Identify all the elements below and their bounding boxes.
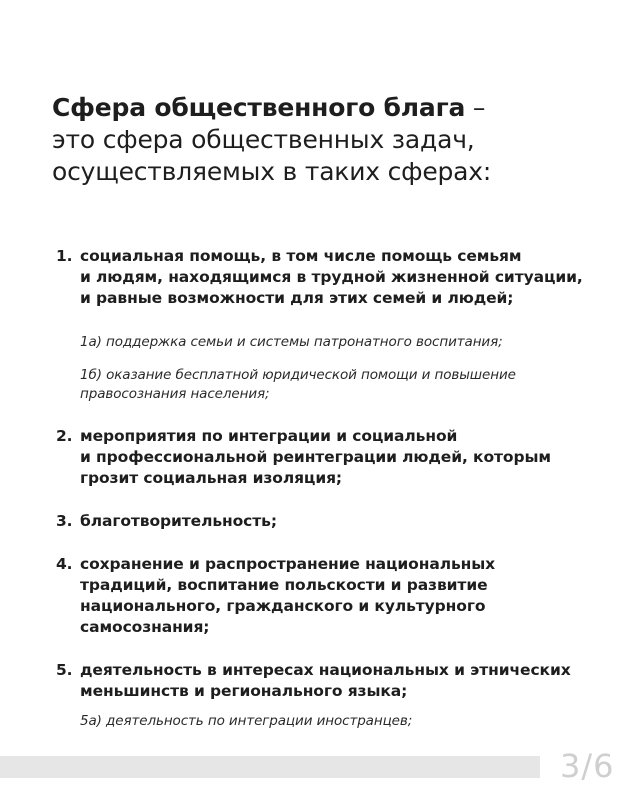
list-item-number: 3. xyxy=(56,512,73,530)
list-item-text-line: и равные возможности для этих семей и людей; xyxy=(80,289,514,307)
list-item-text-line: грозит социальная изоляция; xyxy=(80,469,343,487)
page-heading xyxy=(52,92,612,188)
sub-item-text-line: 5а) деятельность по интеграции иностранцев; xyxy=(80,713,413,729)
list-item-text-line: социальная помощь, в том числе помощь семьям xyxy=(80,247,522,265)
list-item-text-line: национального, гражданского и культурного xyxy=(80,597,486,615)
bottom-progress-bar xyxy=(0,756,540,778)
list-item-text-line: сохранение и распространение национальных xyxy=(80,555,496,573)
list-item-text-line: и профессиональной реинтеграции людей, которым xyxy=(80,448,551,466)
sub-item-text-line: правосознания населения; xyxy=(80,386,270,402)
list-item-number: 4. xyxy=(56,555,73,573)
page-indicator xyxy=(560,746,615,786)
list-item-text-line: благотворительность; xyxy=(80,512,277,530)
list-item-number: 1. xyxy=(56,247,73,265)
page-current: 3 xyxy=(560,747,582,785)
list-item-text-line: традиций, воспитание польскости и развитие xyxy=(80,576,488,594)
list-item-5 xyxy=(52,660,612,702)
list-item-text-line: и людям, находящимся в трудной жизненной ситуации, xyxy=(80,268,583,286)
list-item-text-line: самосознания; xyxy=(80,618,210,636)
heading-line-3: осуществляемых в таких сферах: xyxy=(52,157,492,186)
list-item-3 xyxy=(52,511,612,532)
list-item-text-line: мероприятия по интеграции и социальной xyxy=(80,427,458,445)
sub-item-text-line: 1а) поддержка семьи и системы патронатного воспитания; xyxy=(80,334,503,350)
heading-line-2: это сфера общественных задач, xyxy=(52,125,475,154)
heading-dash: – xyxy=(465,93,486,122)
list-item-4 xyxy=(52,554,612,638)
list-item-text-line: меньшинств и регионального языка; xyxy=(80,682,408,700)
list-item-2 xyxy=(52,426,612,489)
list-item-text-line: деятельность в интересах национальных и этнических xyxy=(80,661,571,679)
sub-item-text-line: 1б) оказание бесплатной юридической помощи и повышение xyxy=(80,367,516,383)
list-item-1 xyxy=(52,246,612,309)
list-item-number: 2. xyxy=(56,427,73,445)
sub-item-1a xyxy=(52,333,612,352)
areas-list xyxy=(52,246,612,731)
list-item-number: 5. xyxy=(56,661,73,679)
sub-item-1b xyxy=(52,366,612,404)
sub-item-5a xyxy=(52,712,612,731)
page-separator: / xyxy=(581,747,594,785)
page-total: 6 xyxy=(593,747,615,785)
heading-term: Сфера общественного блага xyxy=(52,93,466,122)
